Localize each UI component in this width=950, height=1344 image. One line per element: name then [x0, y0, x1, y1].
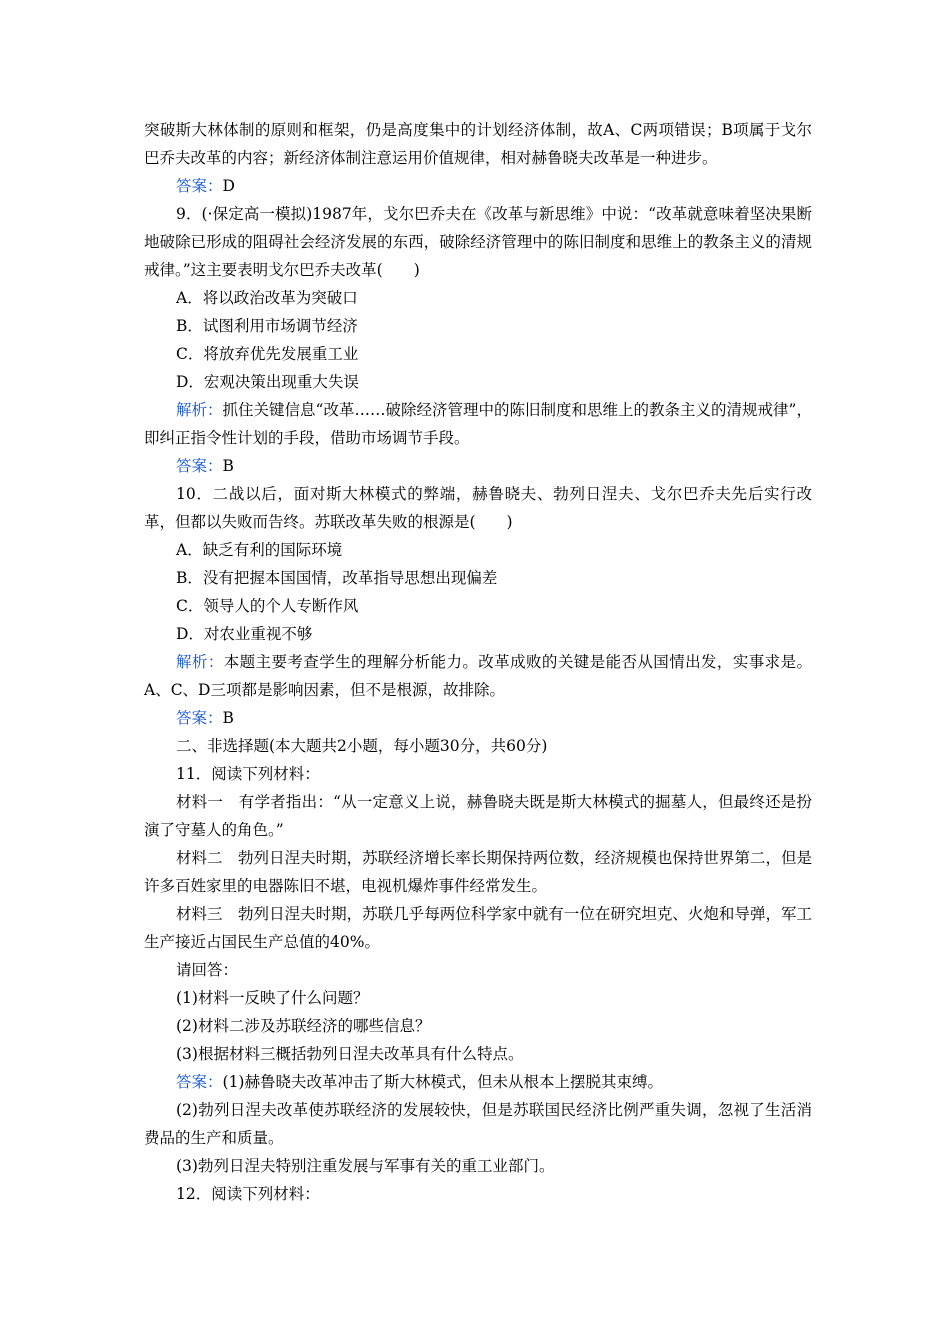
material-3: 材料三 勃列日涅夫时期，苏联几乎每两位科学家中就有一位在研究坦克、火炮和导弹，军工生产接近占国民生产总值的40%。	[144, 905, 812, 951]
option-b: B．没有把握本国国情，改革指导思想出现偏差	[176, 569, 498, 587]
explanation-continued: 突破斯大林体制的原则和框架，仍是高度集中的计划经济体制，故A、C两项错误；B项属于戈尔巴乔夫改革的内容；新经济体制注意运用价值规律，相对赫鲁晓夫改革是一种进步。	[144, 121, 812, 167]
material-2: 材料二 勃列日涅夫时期，苏联经济增长率长期保持两位数，经济规模也保持世界第二，但是许多百姓家里的电器陈旧不堪，电视机爆炸事件经常发生。	[144, 849, 812, 895]
explanation-text: 抓住关键信息“改革……破除经济管理中的陈旧制度和思维上的教条主义的清规戒律”，即纠正指令性计划的手段，借助市场调节手段。	[144, 401, 812, 447]
answer-11-part-2: (2)勃列日涅夫改革使苏联经济的发展较快，但是苏联国民经济比例严重失调，忽视了生活消费品的生产和质量。	[144, 1101, 812, 1147]
option-d: D．宏观决策出现重大失误	[176, 373, 359, 391]
sub-question-3: (3)根据材料三概括勃列日涅夫改革具有什么特点。	[176, 1045, 524, 1063]
answer-label: 答案：	[176, 1073, 223, 1091]
question-9: 9．(·保定高一模拟)1987年，戈尔巴乔夫在《改革与新思维》中说：“改革就意味着坚决果断地破除已形成的阻碍社会经济发展的东西，破除经济管理中的陈旧制度和思维上的教条主义的清规戒律。”这主要表明戈尔巴乔夫改革( )	[144, 205, 812, 279]
answer-11-part-1	[144, 1068, 812, 1096]
answer-label: 答案：	[176, 177, 223, 195]
answer-value: B	[222, 709, 234, 727]
answer-11-part-3: (3)勃列日涅夫特别注重发展与军事有关的重工业部门。	[176, 1157, 555, 1175]
option-d: D．对农业重视不够	[176, 625, 313, 643]
answer-value: (1)赫鲁晓夫改革冲击了斯大林模式，但未从根本上摆脱其束缚。	[222, 1073, 663, 1091]
answer-8	[144, 172, 812, 200]
answer-label: 答案：	[176, 709, 223, 727]
prompt: 请回答：	[176, 961, 239, 979]
answer-label: 答案：	[176, 457, 223, 475]
document-body	[144, 116, 812, 1208]
sub-question-2: (2)材料二涉及苏联经济的哪些信息？	[176, 1017, 431, 1035]
section-heading: 二、非选择题(本大题共2小题，每小题30分，共60分)	[176, 737, 548, 755]
option-a: A．缺乏有利的国际环境	[176, 541, 343, 559]
answer-9	[144, 452, 812, 480]
option-c: C．领导人的个人专断作风	[176, 597, 359, 615]
explanation-9	[144, 396, 812, 452]
answer-value: D	[222, 177, 235, 195]
explanation-label: 解析：	[176, 653, 224, 671]
question-10: 10．二战以后，面对斯大林模式的弊端，赫鲁晓夫、勃列日涅夫、戈尔巴乔夫先后实行改革，但都以失败而告终。苏联改革失败的根源是( )	[144, 485, 812, 531]
explanation-10	[144, 648, 812, 704]
question-11: 11．阅读下列材料：	[176, 765, 320, 783]
option-a: A．将以政治改革为突破口	[176, 289, 358, 307]
explanation-label: 解析：	[176, 401, 223, 419]
material-1: 材料一 有学者指出：“从一定意义上说，赫鲁晓夫既是斯大林模式的掘墓人，但最终还是扮演了守墓人的角色。”	[144, 793, 812, 839]
answer-value: B	[222, 457, 234, 475]
answer-10	[144, 704, 812, 732]
explanation-text: 本题主要考查学生的理解分析能力。改革成败的关键是能否从国情出发，实事求是。A、C、D三项都是影响因素，但不是根源，故排除。	[144, 653, 812, 699]
sub-question-1: (1)材料一反映了什么问题？	[176, 989, 369, 1007]
question-12: 12．阅读下列材料：	[176, 1185, 320, 1203]
option-b: B．试图利用市场调节经济	[176, 317, 358, 335]
option-c: C．将放弃优先发展重工业	[176, 345, 359, 363]
